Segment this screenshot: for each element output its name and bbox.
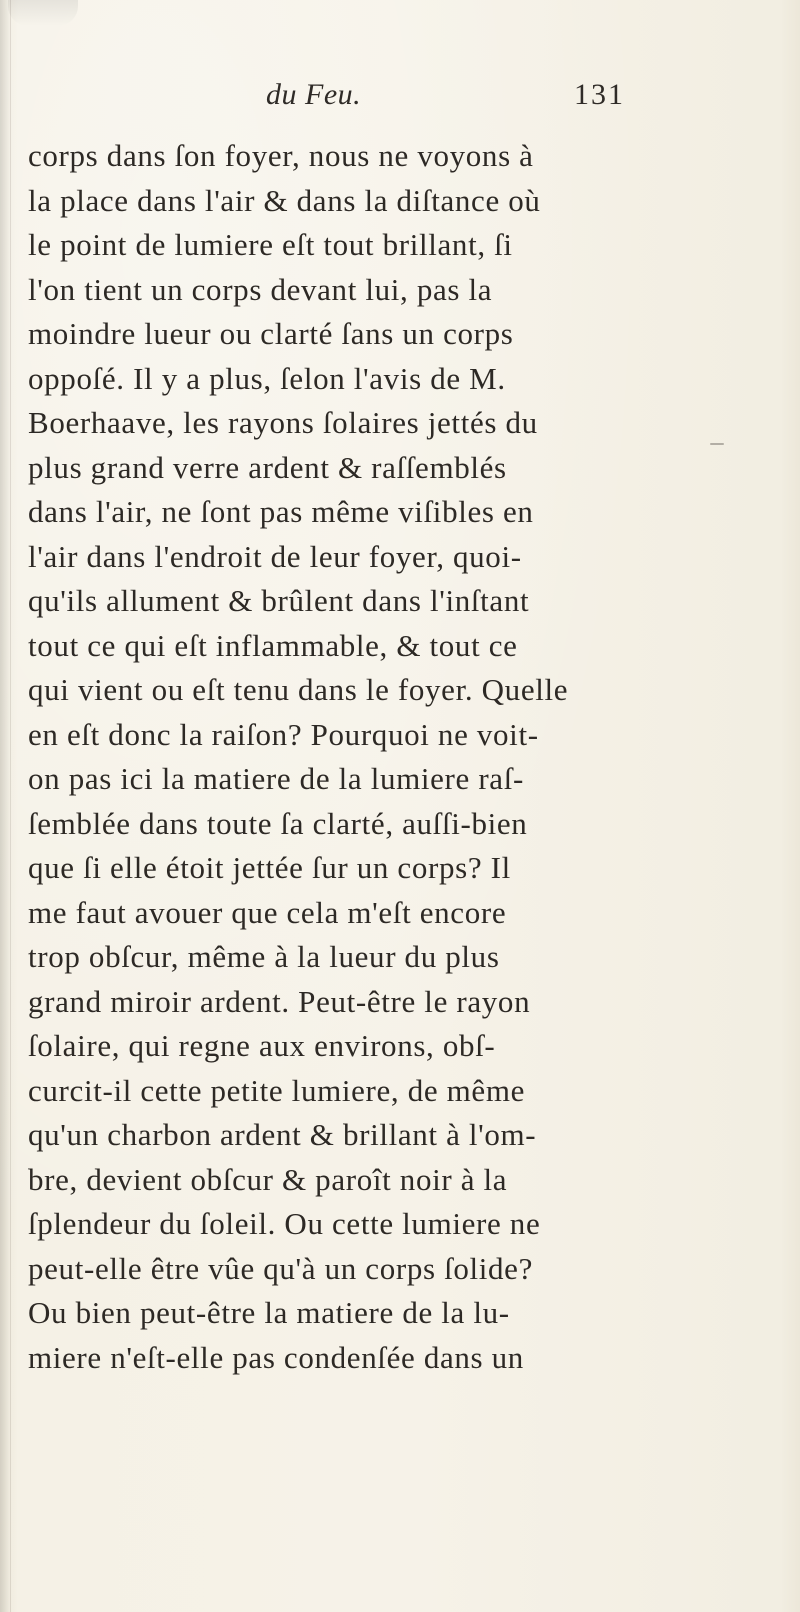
body-text — [28, 134, 678, 1380]
text-line: ſolaire, qui regne aux environs, obſ- — [28, 1028, 496, 1063]
text-line: ſemblée dans toute ſa clarté, auſſi-bien — [28, 805, 528, 841]
text-line: l'air dans l'endroit de leur foyer, quoi- — [28, 538, 522, 574]
text-line: peut-elle être vûe qu'à un corps ſolide? — [28, 1250, 534, 1286]
margin-mark — [710, 443, 724, 445]
text-line: on pas ici la matiere de la lumiere raſ- — [28, 761, 524, 796]
text-line: corps dans ſon foyer, nous ne voyons à — [28, 138, 534, 173]
text-line: le point de lumiere eſt tout brillant, ſi — [28, 227, 513, 262]
text-line: Ou bien peut-être la matiere de la lu- — [28, 1295, 510, 1330]
page-number: 131 — [574, 78, 625, 111]
page-fold-line — [10, 0, 11, 1612]
text-line: me faut avouer que cela m'eſt encore — [28, 894, 507, 930]
text-line: oppoſé. Il y a plus, ſelon l'avis de M. — [28, 360, 506, 396]
text-line: bre, devient obſcur & paroît noir à la — [28, 1161, 508, 1197]
text-line: que ſi elle étoit jettée ſur un corps? Il — [28, 850, 511, 885]
text-line: ſplendeur du ſoleil. Ou cette lumiere ne — [28, 1206, 541, 1241]
text-line: grand miroir ardent. Peut-être le rayon — [28, 983, 531, 1019]
text-line: dans l'air, ne ſont pas même viſibles en — [28, 494, 534, 529]
text-line: la place dans l'air & dans la diſtance où — [28, 182, 541, 218]
text-line: qu'un charbon ardent & brillant à l'om- — [28, 1117, 537, 1152]
text-line: Boerhaave, les rayons ſolaires jettés du — [28, 405, 538, 440]
page-gutter-shadow — [0, 0, 10, 1612]
text-line: plus grand verre ardent & raſſemblés — [28, 449, 507, 485]
text-line: trop obſcur, même à la lueur du plus — [28, 939, 500, 974]
text-line: tout ce qui eſt inflammable, & tout ce — [28, 627, 518, 663]
text-line: curcit-il cette petite lumiere, de même — [28, 1072, 526, 1108]
text-line: moindre lueur ou clarté ſans un corps — [28, 316, 514, 351]
running-head — [0, 78, 800, 118]
text-line: qu'ils allument & brûlent dans l'inſtant — [28, 583, 530, 618]
text-line: miere n'eſt-elle pas condenſée dans un — [28, 1339, 524, 1375]
text-line: l'on tient un corps devant lui, pas la — [28, 271, 493, 307]
page-top-stain — [8, 0, 78, 26]
text-line: qui vient ou eſt tenu dans le foyer. Quelle — [28, 672, 569, 707]
running-title: du Feu. — [266, 78, 362, 111]
text-line: en eſt donc la raiſon? Pourquoi ne voit- — [28, 716, 539, 752]
